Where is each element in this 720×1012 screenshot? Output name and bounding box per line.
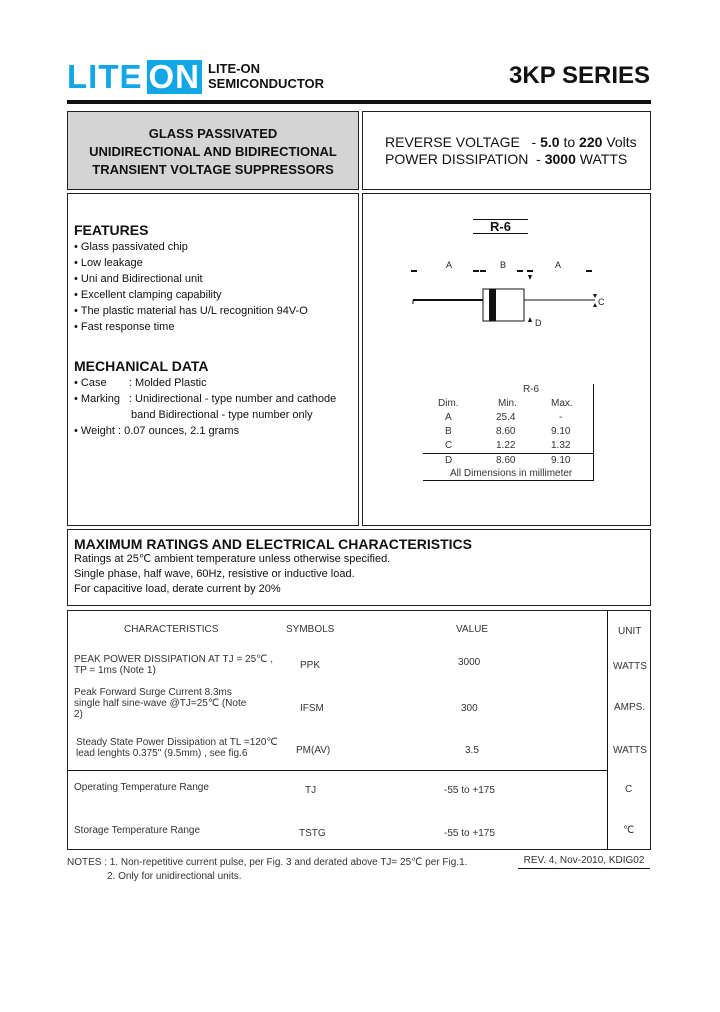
title-line: GLASS PASSIVATED [148, 126, 278, 141]
revision-label: REV. 4, Nov-2010, KDIG02 [518, 855, 650, 869]
features-list [74, 239, 308, 335]
ratings-line: For capacitive load, derate current by 20% [74, 583, 281, 595]
table-row: Peak Forward Surge Current 8.3ms single half sine-wave @TJ=25℃ (Note 2) [74, 687, 247, 720]
divider [423, 453, 593, 454]
liteon-logo: LITE ON [67, 58, 200, 95]
table-title: R-6 [523, 384, 540, 395]
table-row: Operating Temperature Range [74, 782, 209, 793]
dim-label-b: B [500, 260, 507, 270]
rv-max: 220 [579, 134, 603, 150]
header-characteristics: CHARACTERISTICS [124, 624, 219, 635]
unit: C [625, 784, 633, 795]
dim-label-a: A [555, 260, 562, 270]
cell: 9.10 [551, 426, 571, 437]
unit: Volts [606, 134, 637, 150]
dimensions-table [423, 384, 594, 481]
feature-item: • Low leakage [74, 257, 143, 269]
pd-value: 3000 [544, 151, 576, 167]
diode-outline-drawing [363, 194, 652, 344]
summary-box [362, 111, 651, 190]
unit: AMPS. [614, 702, 646, 713]
cell: 9.10 [551, 455, 571, 466]
feature-item: • Uni and Bidirectional unit [74, 273, 203, 285]
cell: 1.22 [496, 440, 516, 451]
company-line1: LITE-ON [208, 61, 260, 76]
unit: WATTS [579, 151, 628, 167]
mechanical-list [74, 375, 354, 439]
symbol: PPK [300, 660, 321, 671]
rv-min: 5.0 [540, 134, 560, 150]
package-name: R-6 [473, 219, 528, 234]
table-row: Steady State Power Dissipation at TL =120℃ lead lenghts 0.375" (9.5mm) , see fig.6 [76, 737, 278, 759]
cell: 8.60 [496, 455, 516, 466]
reverse-voltage [385, 134, 650, 151]
company-line2: SEMICONDUCTOR [208, 76, 325, 91]
symbol: TSTG [299, 828, 326, 839]
cell: 8.60 [496, 426, 516, 437]
header-symbols: SYMBOLS [286, 624, 335, 635]
sep: - [531, 134, 537, 150]
cell: - [559, 412, 563, 423]
table-row: Storage Temperature Range [74, 825, 201, 836]
table-row: PEAK POWER DISSIPATION AT TJ = 25℃ , TP = 1ms (Note 1) [74, 654, 273, 676]
cell: 1.32 [551, 440, 571, 451]
feature-item: • Glass passivated chip [74, 241, 188, 253]
dim-label-d: D [535, 318, 542, 328]
header-rule [67, 100, 651, 104]
feature-item: • Fast response time [74, 321, 175, 333]
weight-item: • Weight : 0.07 ounces, 2.1 grams [74, 425, 240, 437]
value: 300 [461, 703, 478, 714]
symbol: IFSM [300, 703, 324, 714]
cell: 25.4 [496, 412, 516, 423]
sep: - [536, 151, 541, 167]
power-dissipation [385, 151, 650, 168]
value: 3000 [458, 657, 481, 668]
table-footer: All Dimensions in millimeter [450, 468, 573, 479]
note-2: 2. Only for unidirectional units. [107, 871, 242, 882]
ratings-box [67, 529, 651, 606]
characteristics-table [67, 610, 651, 850]
title-line: UNIDIRECTIONAL AND BIDIRECTIONAL [89, 144, 337, 159]
col-header: Max. [551, 398, 573, 409]
mechanical-heading: MECHANICAL DATA [74, 358, 209, 374]
header-unit: UNIT [618, 626, 642, 637]
dim-label-a: A [446, 260, 453, 270]
cell: A [445, 412, 452, 423]
ratings-heading: MAXIMUM RATINGS AND ELECTRICAL CHARACTERISTICS [74, 536, 472, 552]
unit-column-divider [607, 611, 608, 849]
row-divider [68, 770, 608, 771]
value: -55 to +175 [444, 828, 495, 839]
col-header: Dim. [438, 398, 459, 409]
to: to [563, 134, 576, 150]
series-title: 3KP SERIES [509, 62, 650, 89]
label: REVERSE VOLTAGE [385, 134, 520, 150]
ratings-line: Single phase, half wave, 60Hz, resistive or inductive load. [74, 568, 355, 580]
cell: D [445, 455, 453, 466]
product-title-box [67, 111, 359, 190]
title-line: TRANSIENT VOLTAGE SUPPRESSORS [92, 162, 334, 177]
ratings-line: Ratings at 25℃ ambient temperature unless otherwise specified. [74, 553, 391, 565]
cell: B [445, 426, 452, 437]
unit: WATTS [613, 745, 647, 756]
header-value: VALUE [456, 624, 489, 635]
value: 3.5 [465, 745, 479, 756]
symbol: TJ [305, 785, 317, 796]
features-heading: FEATURES [74, 222, 149, 238]
symbol: PM(AV) [296, 745, 331, 756]
col-header: Min. [498, 398, 517, 409]
company-name [208, 61, 324, 91]
marking-item: • Marking : Unidirectional - type number and cathode [74, 393, 337, 405]
unit: WATTS [613, 661, 647, 672]
note-1: NOTES : 1. Non-repetitive current pulse, per Fig. 3 and derated above TJ= 25℃ per Fig.1. [67, 857, 468, 868]
cell: C [445, 440, 453, 451]
marking-item-cont: band Bidirectional - type number only [131, 409, 313, 421]
label: POWER DISSIPATION [385, 151, 529, 167]
features-box [67, 193, 359, 526]
dim-label-c: C [598, 297, 605, 307]
package-box [362, 193, 651, 526]
value: -55 to +175 [444, 785, 495, 796]
unit: ℃ [623, 825, 635, 836]
feature-item: • Excellent clamping capability [74, 289, 222, 301]
case-item: • Case : Molded Plastic [74, 377, 207, 389]
feature-item: • The plastic material has U/L recognition 94V-O [74, 305, 308, 317]
